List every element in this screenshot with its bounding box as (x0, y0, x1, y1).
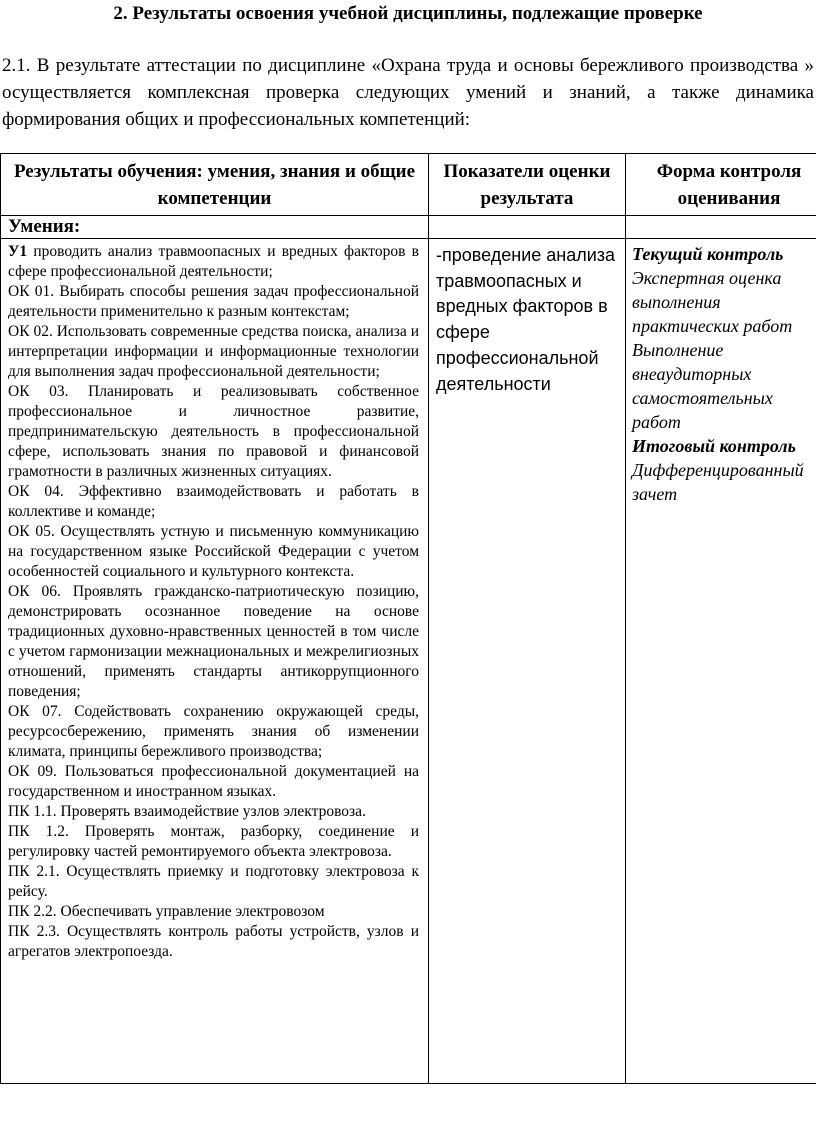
section-row (1, 216, 816, 239)
control-item: выполнения (632, 292, 721, 312)
skill-item (8, 582, 419, 702)
skill-item (8, 802, 419, 822)
skill-item (8, 242, 419, 282)
current-control-title: Текущий контроль (632, 244, 784, 264)
empty-cell (429, 216, 626, 239)
skill-item (8, 382, 419, 482)
skills-list (1, 239, 429, 1084)
skill-text: ПК 1.2. Проверять монтаж, разборку, соединение и регулировку частей ремонтируемого объекта электровоза. (8, 823, 419, 860)
empty-cell (626, 216, 816, 239)
header-indicators: Показатели оценки результата (429, 154, 626, 216)
final-control-title: Итоговый контроль (632, 436, 796, 456)
control-forms (626, 239, 816, 1084)
skill-item (8, 762, 419, 802)
control-item: внеаудиторных (632, 364, 752, 384)
control-item: Дифференцированный (632, 460, 804, 480)
skill-code: У1 (8, 243, 28, 260)
skill-text: ОК 03. Планировать и реализовывать собственное профессиональное и личностное развитие, предпринимательскую деятельность в профессиональной сфере, использовать знания по правовой и финансовой грамотности в различных жизненных ситуациях. (8, 383, 419, 480)
skill-text: ОК 06. Проявлять гражданско-патриотическую позицию, демонстрировать осознанное поведение на основе традиционных духовно-нравственных ценностей в том числе с учетом гармонизации межнациональных и межрелигиозных отношений, применять стандарты антикоррупционного поведения; (8, 583, 419, 700)
skill-text: ПК 2.1. Осуществлять приемку и подготовку электровоза к рейсу. (8, 863, 419, 900)
skill-item (8, 922, 419, 962)
skill-text: ОК 09. Пользоваться профессиональной документацией на государственном и иностранном языках. (8, 763, 419, 800)
table-row (1, 239, 816, 1084)
skill-text: ОК 01. Выбирать способы решения задач профессиональной деятельности применительно к разным контекстам; (8, 283, 419, 320)
skill-item (8, 902, 419, 922)
skill-item (8, 702, 419, 762)
skill-item (8, 822, 419, 862)
section-heading: 2. Результаты освоения учебной дисциплины, подлежащие проверке (113, 3, 703, 24)
skill-text: ОК 02. Использовать современные средства поиска, анализа и интерпретации информации и информационные технологии для выполнения задач профессиональной деятельности; (8, 323, 419, 380)
header-results: Результаты обучения: умения, знания и общие компетенции (1, 154, 429, 216)
skill-item (8, 862, 419, 902)
control-item: зачет (632, 484, 678, 504)
results-table (0, 153, 816, 1084)
section-label-umenia: Умения: (1, 216, 429, 239)
skill-item (8, 522, 419, 582)
control-item: Экспертная оценка (632, 268, 782, 288)
skill-item (8, 482, 419, 522)
control-item: Выполнение (632, 340, 724, 360)
control-item: работ (632, 412, 681, 432)
control-item: самостоятельных (632, 388, 773, 408)
control-item: практических работ (632, 316, 793, 336)
indicator-text: -проведение анализа травмоопасных и вредных факторов в сфере профессиональной деятельности (429, 239, 626, 1084)
skill-text: ПК 2.3. Осуществлять контроль работы устройств, узлов и агрегатов электропоезда. (8, 923, 419, 960)
table-header-row (1, 154, 816, 216)
skill-text: ОК 04. Эффективно взаимодействовать и работать в коллективе и команде; (8, 483, 419, 520)
intro-paragraph: 2.1. В результате аттестации по дисциплине «Охрана труда и основы бережливого производства » осуществляется комплексная проверка следующих умений и знаний, а также динамика формирования общих и профессиональных компетенций: (2, 55, 814, 130)
skill-text: ПК 2.2. Обеспечивать управление электровозом (8, 903, 325, 920)
skill-text: проводить анализ травмоопасных и вредных факторов в сфере профессиональной деятельности; (8, 243, 419, 280)
skill-text: ОК 07. Содействовать сохранению окружающей среды, ресурсосбережению, применять знания об изменении климата, принципы бережливого производства; (8, 703, 419, 760)
skill-item (8, 322, 419, 382)
skill-text: ОК 05. Осуществлять устную и письменную коммуникацию на государственном языке Российской Федерации с учетом особенностей социального и культурного контекста. (8, 523, 419, 580)
header-control: Форма контроля оценивания (626, 154, 816, 216)
skill-item (8, 282, 419, 322)
skill-text: ПК 1.1. Проверять взаимодействие узлов электровоза. (8, 803, 366, 820)
